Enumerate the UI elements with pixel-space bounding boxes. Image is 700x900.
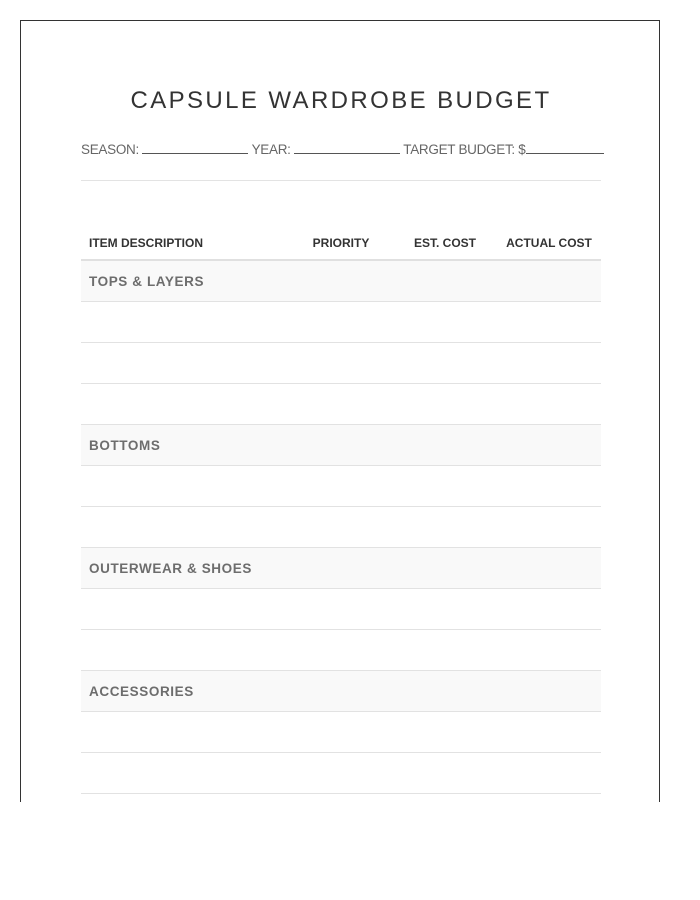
section-row-outerwear-shoes <box>81 548 601 589</box>
table-row[interactable] <box>81 384 601 425</box>
table-row[interactable] <box>81 343 601 384</box>
season-label: SEASON: <box>81 142 139 157</box>
header-fields <box>81 141 601 157</box>
table-row[interactable] <box>81 507 601 548</box>
section-label: TOPS & LAYERS <box>89 273 205 289</box>
table-row[interactable] <box>81 466 601 507</box>
header-divider <box>81 180 601 181</box>
year-label: YEAR: <box>251 142 291 157</box>
target-budget-label: TARGET BUDGET: $ <box>403 142 526 157</box>
column-header-priority: PRIORITY <box>312 235 370 250</box>
document-page <box>20 20 660 802</box>
table-row[interactable] <box>81 589 601 630</box>
section-label: OUTERWEAR & SHOES <box>89 560 252 576</box>
page-title: CAPSULE WARDROBE BUDGET <box>130 87 552 114</box>
section-label: BOTTOMS <box>89 437 161 453</box>
table-row[interactable] <box>81 302 601 343</box>
table-row[interactable] <box>81 712 601 753</box>
table-header <box>81 226 601 261</box>
budget-table <box>81 226 601 794</box>
column-header-est-cost: EST. COST <box>413 235 476 250</box>
section-row-accessories <box>81 671 601 712</box>
column-header-actual-cost: ACTUAL COST <box>506 235 592 250</box>
section-row-bottoms <box>81 425 601 466</box>
season-field[interactable] <box>142 141 248 154</box>
column-header-item-description: ITEM DESCRIPTION <box>89 235 204 250</box>
target-budget-field[interactable] <box>526 141 604 154</box>
year-field[interactable] <box>294 141 400 154</box>
table-row[interactable] <box>81 753 601 794</box>
section-row-tops-layers <box>81 261 601 302</box>
table-row[interactable] <box>81 630 601 671</box>
section-label: ACCESSORIES <box>89 683 194 699</box>
